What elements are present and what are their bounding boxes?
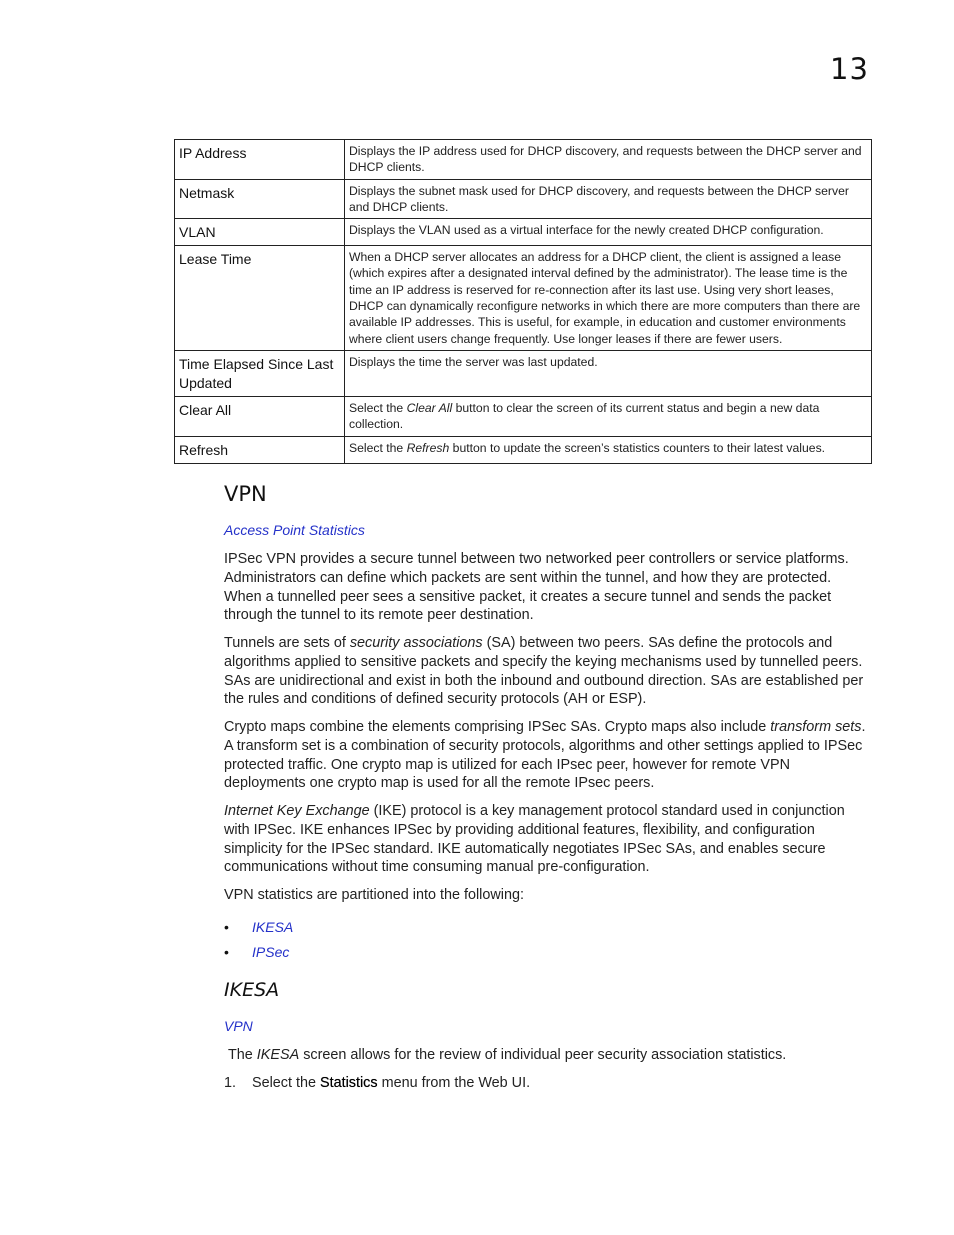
param-desc xyxy=(345,396,872,436)
desc-text: Select the xyxy=(349,400,407,415)
text: screen allows for the review of individual peer security association statistics. xyxy=(299,1047,787,1063)
emphasis: Internet Key Exchange xyxy=(224,803,370,819)
link-vpn[interactable]: VPN xyxy=(224,1018,253,1034)
table-row xyxy=(175,350,872,396)
table-row xyxy=(175,246,872,351)
emphasis: security associations xyxy=(349,635,483,651)
param-desc: Displays the subnet mask used for DHCP discovery, and requests between the DHCP server and DHCP clients. xyxy=(345,179,872,219)
parameter-table xyxy=(174,139,872,464)
text: (SA) between two peers. SAs define the protocols and algorithms applied to sensitive packets and specify the keying mechanisms used by tunnelled peers. SAs are unidirectional and exist in both the inbound and outbound direction. SAs are established per the rules and conditions of defined security protocols (AH or ESP). xyxy=(224,635,864,708)
link-access-point-statistics[interactable]: Access Point Statistics xyxy=(224,522,365,538)
desc-text: button to update the screen’s statistics counters to their latest values. xyxy=(449,440,826,455)
text: The xyxy=(228,1047,257,1063)
ikesa-paragraph xyxy=(228,1046,876,1065)
param-name: Time Elapsed Since Last Updated xyxy=(175,350,345,396)
list-item xyxy=(224,939,293,964)
text: (IKE) protocol is a key management protocol standard used in conjunction with IPSec. IKE enhances IPSec by providing additional features, flexibility, and configuration simplicity for the IPSec standard. IKE automatically negotiates IPSec SAs, and enables secure communications without time consuming manual pre-configuration. xyxy=(224,803,845,876)
table-row xyxy=(175,436,872,463)
section-heading-vpn: VPN xyxy=(224,482,267,506)
param-desc: Displays the VLAN used as a virtual interface for the newly created DHCP configuration. xyxy=(345,219,872,246)
emphasis: IKESA xyxy=(256,1047,300,1063)
table-row xyxy=(175,179,872,219)
link-ipsec[interactable]: IPSec xyxy=(252,943,290,960)
emphasis: transform sets xyxy=(770,719,862,735)
desc-text: button to clear the screen of its current status and begin a new data collection. xyxy=(349,400,820,432)
text: . A transform set is a combination of security protocols, algorithms and other settings applied to IPSec protected traffic. One crypto map is utilized for each IPsec peer, however for remote VPN deployments one crypto map is used for all the remote IPsec peers. xyxy=(224,719,866,792)
param-desc: When a DHCP server allocates an address for a DHCP client, the client is assigned a lease (which expires after a designated interval defined by the administrator). The lease time is the time an IP address is reserved for re-connection after its last use. Using very short leases, DHCP can dynamically reconfigure networks in which there are more computers than there are available IP addresses. This is useful, for example, in education and customer environments where client users change frequently. Use longer leases if there are fewer users. xyxy=(345,246,872,351)
section-heading-ikesa: IKESA xyxy=(224,979,280,1001)
text: Select the xyxy=(252,1075,320,1091)
button-name-refresh: Refresh xyxy=(406,440,450,455)
param-name: Lease Time xyxy=(175,246,345,351)
param-name: Netmask xyxy=(175,179,345,219)
ikesa-step-1 xyxy=(224,1074,872,1093)
text: menu from the Web UI. xyxy=(377,1075,531,1091)
table-row xyxy=(175,219,872,246)
vpn-paragraph-2 xyxy=(224,634,872,709)
link-ikesa[interactable]: IKESA xyxy=(252,918,294,935)
param-name: Refresh xyxy=(175,436,345,463)
text: Crypto maps combine the elements comprising IPSec SAs. Crypto maps also include xyxy=(224,719,771,735)
ui-term-statistics: Statistics xyxy=(320,1075,378,1091)
param-desc: Displays the time the server was last updated. xyxy=(345,350,872,396)
vpn-bullet-list xyxy=(224,914,293,964)
vpn-paragraph-4 xyxy=(224,802,872,877)
param-name: Clear All xyxy=(175,396,345,436)
chapter-number: 13 xyxy=(830,52,869,86)
list-item xyxy=(224,914,293,939)
vpn-paragraph-1: IPSec VPN provides a secure tunnel between two networked peer controllers or service platforms. Administrators can define which packets are sent within the tunnel, and how they are protected. When a tunnelled peer sees a sensitive packet, it creates a secure tunnel and sends the packet through the tunnel to its remote peer destination. xyxy=(224,551,849,624)
table-row xyxy=(175,396,872,436)
vpn-paragraph-5: VPN statistics are partitioned into the following: xyxy=(224,887,524,903)
button-name-clear-all: Clear All xyxy=(406,400,453,415)
desc-text: Select the xyxy=(349,440,407,455)
vpn-paragraph-3 xyxy=(224,718,872,793)
param-name: VLAN xyxy=(175,219,345,246)
param-desc xyxy=(345,436,872,463)
step-number: 1. xyxy=(224,1075,237,1091)
param-name: IP Address xyxy=(175,140,345,180)
bullet-icon: • xyxy=(224,943,229,960)
text: Tunnels are sets of xyxy=(224,635,350,651)
param-desc: Displays the IP address used for DHCP discovery, and requests between the DHCP server and DHCP clients. xyxy=(345,140,872,180)
table-row xyxy=(175,140,872,180)
bullet-icon: • xyxy=(224,918,229,935)
